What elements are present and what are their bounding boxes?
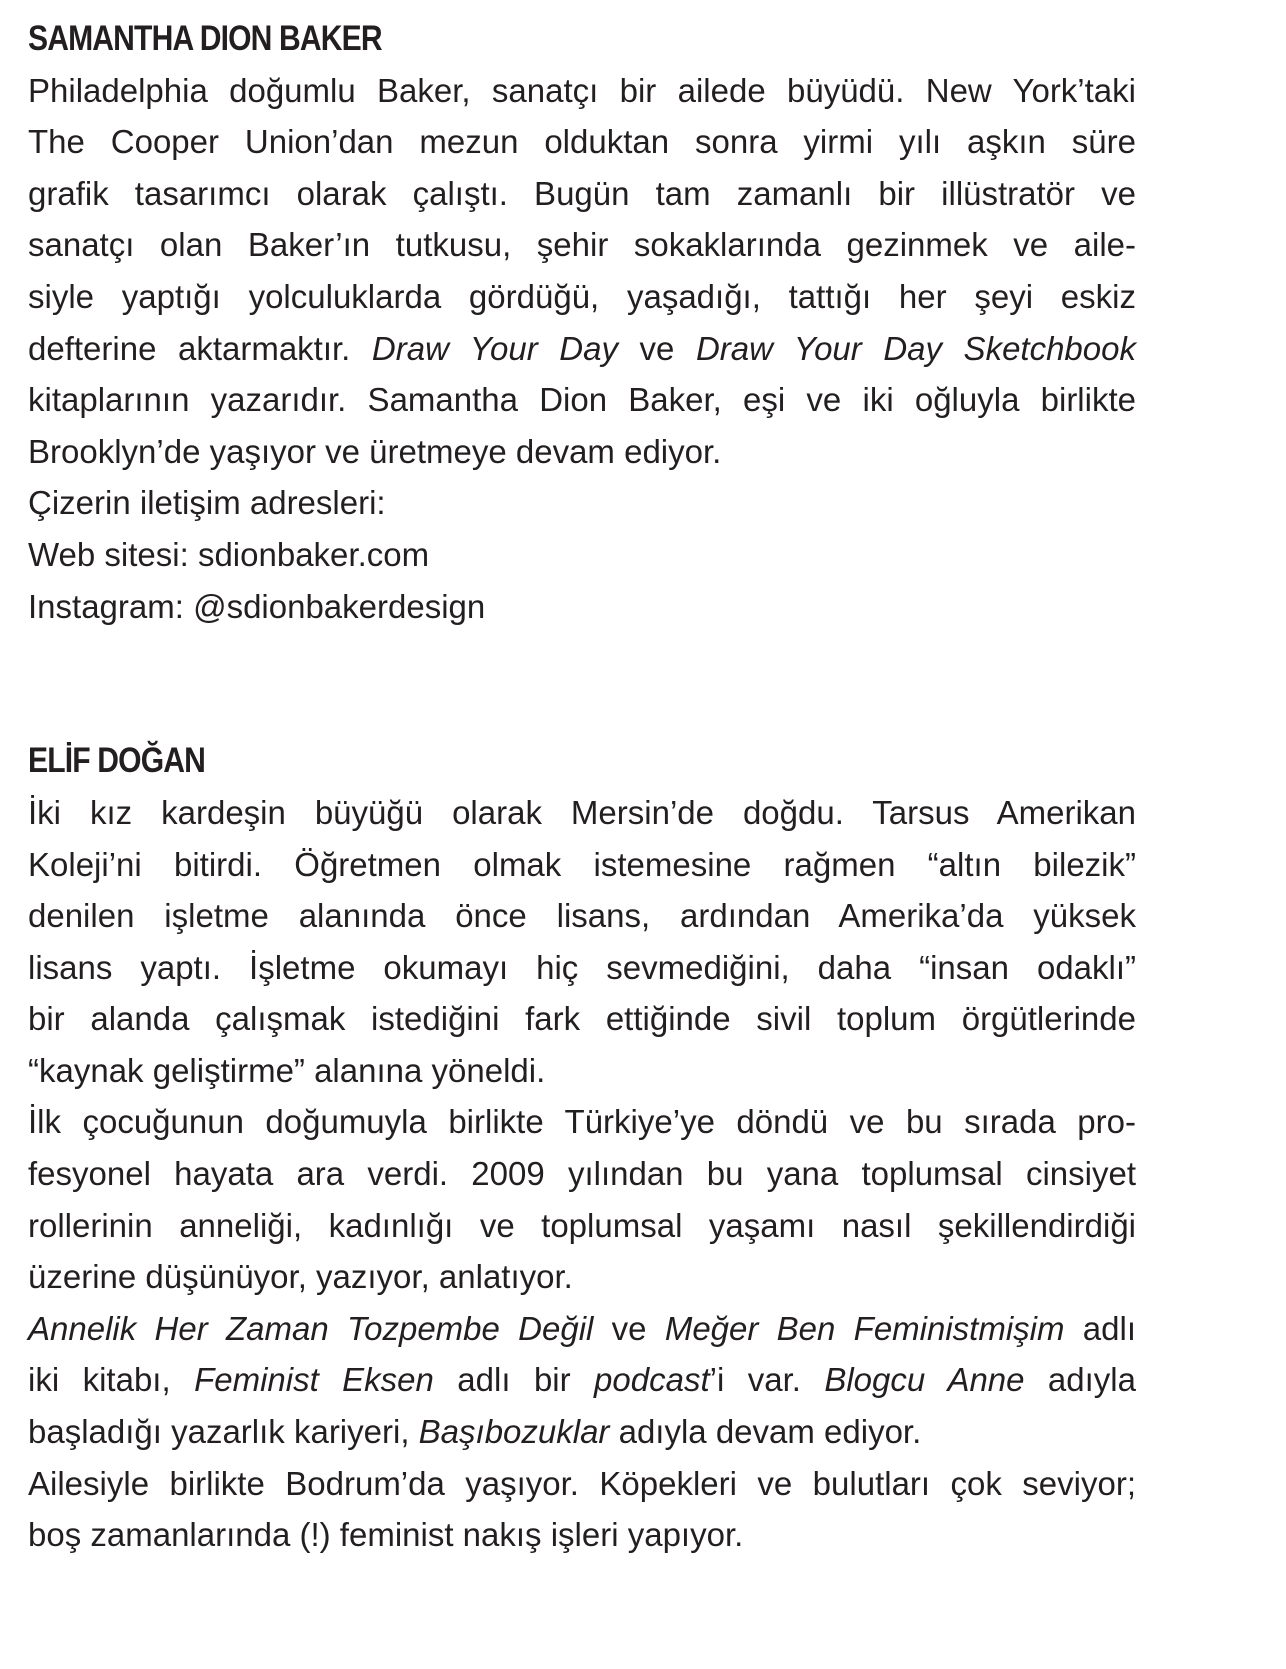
text-segment: ve: [617, 329, 696, 367]
text-line: [28, 529, 1136, 581]
text-segment: bir alanda çalışmak istediğini fark ettiğinde sivil toplum örgütlerinde: [28, 1000, 1136, 1038]
text-segment: üzerine düşünüyor, yazıyor, anlatıyor.: [28, 1258, 573, 1296]
text-segment: İki kız kardeşin büyüğü olarak Mersin’de doğdu. Tarsus Amerikan: [28, 793, 1136, 831]
text-segment: fesyonel hayata ara verdi. 2009 yılından bu yana toplumsal cinsiyet: [28, 1155, 1136, 1193]
text-line: [28, 942, 1136, 994]
text-segment: “kaynak geliştirme” alanına yöneldi.: [28, 1051, 546, 1089]
text-line: [28, 219, 1136, 271]
text-line: [28, 477, 1136, 529]
text-segment: sanatçı olan Baker’ın tutkusu, şehir sokaklarında gezinmek ve aile-: [28, 226, 1136, 264]
text-segment: adıyla devam ediyor.: [609, 1413, 922, 1451]
text-line: [28, 787, 1136, 839]
text-line: [28, 890, 1136, 942]
text-segment: adıyla: [1024, 1361, 1136, 1399]
text-line: [28, 1303, 1136, 1355]
text-line: [28, 1251, 1136, 1303]
text-segment: Instagram: @sdionbakerdesign: [28, 587, 486, 625]
italic-title: podcast: [594, 1361, 710, 1399]
text-segment: ve: [593, 1309, 665, 1347]
text-segment: iki kitabı,: [28, 1361, 195, 1399]
text-line: [28, 1406, 1136, 1458]
italic-title: Başıbozuklar: [418, 1413, 610, 1451]
text-segment: defterine aktarmaktır.: [28, 329, 372, 367]
text-line: [28, 65, 1136, 117]
text-line: [28, 839, 1136, 891]
bio-heading: SAMANTHA DION BAKER: [28, 19, 382, 58]
text-segment: kitaplarının yazarıdır. Samantha Dion Baker, eşi ve iki oğluyla birlikte: [28, 381, 1136, 419]
text-line: [28, 323, 1136, 375]
text-line: [28, 271, 1136, 323]
italic-title: Feminist Eksen: [194, 1361, 434, 1399]
text-line: [28, 581, 1136, 633]
text-segment: grafik tasarımcı olarak çalıştı. Bugün tam zamanlı bir illüstratör ve: [28, 174, 1136, 212]
section-spacer: [28, 632, 1136, 735]
bio-section: [28, 13, 1136, 632]
text-line: [28, 993, 1136, 1045]
text-line: [28, 1045, 1136, 1097]
text-segment: Ailesiyle birlikte Bodrum’da yaşıyor. Köpekleri ve bulutları çok seviyor;: [28, 1464, 1136, 1502]
text-line: [28, 1148, 1136, 1200]
text-segment: Çizerin iletişim adresleri:: [28, 484, 386, 522]
text-line: [28, 374, 1136, 426]
text-segment: denilen işletme alanında önce lisans, ardından Amerika’da yüksek: [28, 897, 1136, 935]
italic-title: Draw Your Day Sketchbook: [695, 329, 1136, 367]
bio-heading: ELİF DOĞAN: [28, 741, 206, 781]
text-line: [28, 168, 1136, 220]
text-segment: lisans yaptı. İşletme okumayı hiç sevmediğini, daha “insan odaklı”: [28, 948, 1136, 986]
text-segment: adlı bir: [433, 1361, 595, 1399]
italic-title: Draw Your Day: [371, 329, 618, 367]
text-segment: Philadelphia doğumlu Baker, sanatçı bir ailede büyüdü. New York’taki: [28, 71, 1136, 109]
text-line: [28, 1509, 1136, 1561]
bio-section: [28, 735, 1136, 1561]
text-segment: The Cooper Union’dan mezun olduktan sonra yirmi yılı aşkın süre: [28, 123, 1136, 161]
text-segment: adlı: [1064, 1309, 1136, 1347]
text-segment: Koleji’ni bitirdi. Öğretmen olmak istemesine rağmen “altın bilezik”: [28, 845, 1136, 883]
text-line: [28, 426, 1136, 478]
document-page: [28, 13, 1136, 1561]
text-segment: Brooklyn’de yaşıyor ve üretmeye devam ediyor.: [28, 432, 722, 470]
text-segment: boş zamanlarında (!) feminist nakış işleri yapıyor.: [28, 1516, 744, 1554]
text-line: [28, 1200, 1136, 1252]
text-line: [28, 1096, 1136, 1148]
text-segment: İlk çocuğunun doğumuyla birlikte Türkiye’ye döndü ve bu sırada pro-: [28, 1103, 1136, 1141]
text-segment: siyle yaptığı yolculuklarda gördüğü, yaşadığı, tattığı her şeyi eskiz: [28, 277, 1136, 315]
text-segment: ’i var.: [709, 1361, 825, 1399]
text-line: [28, 116, 1136, 168]
italic-title: Blogcu Anne: [824, 1361, 1025, 1399]
text-segment: başladığı yazarlık kariyeri,: [28, 1413, 419, 1451]
text-segment: Web sitesi: sdionbaker.com: [28, 535, 430, 573]
text-line: [28, 1354, 1136, 1406]
text-segment: rollerinin anneliği, kadınlığı ve toplumsal yaşamı nasıl şekillendirdiği: [28, 1206, 1136, 1244]
italic-title: Annelik Her Zaman Tozpembe Değil: [28, 1309, 594, 1347]
text-line: [28, 1458, 1136, 1510]
italic-title: Meğer Ben Feministmişim: [664, 1309, 1065, 1347]
